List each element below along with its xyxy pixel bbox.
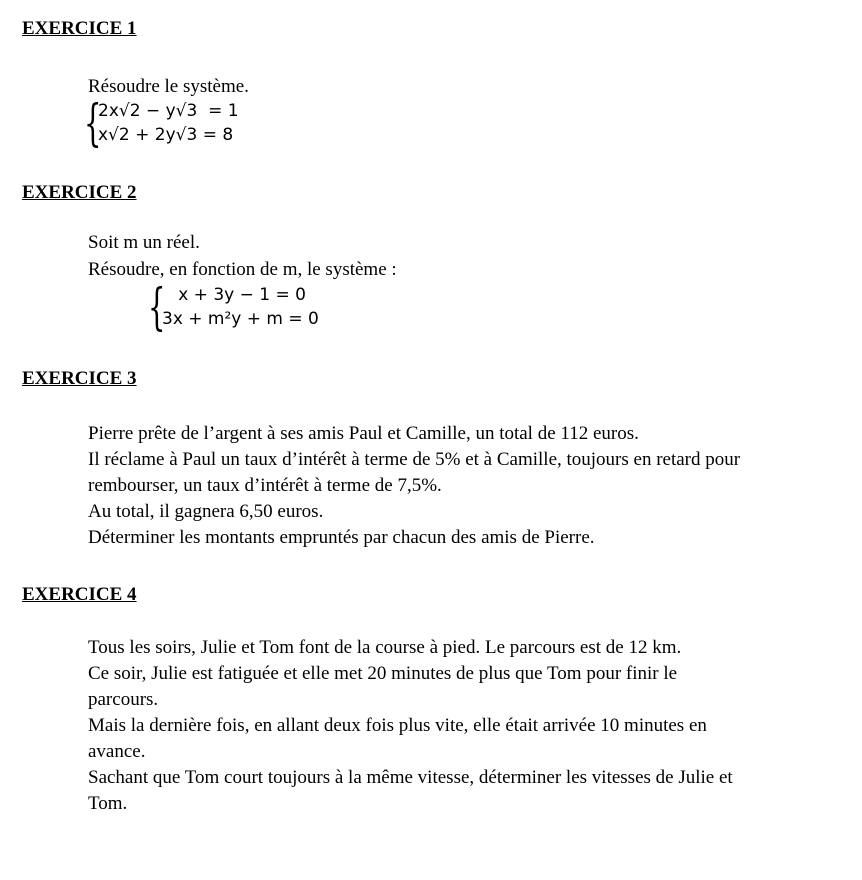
- system-brace-icon: {: [148, 278, 166, 336]
- exercice-2-line-1: Soit m un réel.: [88, 232, 200, 253]
- exercice-4-body: [88, 635, 733, 817]
- exercice-2-line-2: Résoudre, en fonction de m, le système :: [88, 259, 397, 280]
- exercice-4-line: parcours.: [88, 689, 159, 710]
- exercice-4-line: Mais la dernière fois, en allant deux fois plus vite, elle était arrivée 10 minutes en: [88, 715, 707, 736]
- exercice-1-intro: Résoudre le système.: [88, 76, 249, 97]
- exercice-4-line: avance.: [88, 741, 146, 762]
- exercice-3-line: Pierre prête de l’argent à ses amis Paul et Camille, un total de 112 euros.: [88, 423, 639, 444]
- exercice-3-line: Déterminer les montants empruntés par chacun des amis de Pierre.: [88, 527, 595, 548]
- system-brace-icon: {: [84, 94, 102, 152]
- exercice-1-equation-1: 2x√2 − y√3 = 1: [98, 101, 239, 121]
- exercice-1-system: [84, 94, 239, 152]
- exercice-3-line: Il réclame à Paul un taux d’intérêt à terme de 5% et à Camille, toujours en retard pour: [88, 449, 741, 470]
- exercice-4-heading: EXERCICE 4: [22, 584, 137, 605]
- exercice-2-system: [148, 278, 319, 336]
- exercice-4-line: Tous les soirs, Julie et Tom font de la course à pied. Le parcours est de 12 km.: [88, 637, 682, 658]
- exercice-2-heading: EXERCICE 2: [22, 182, 137, 203]
- exercice-4-line: Ce soir, Julie est fatiguée et elle met 20 minutes de plus que Tom pour finir le: [88, 663, 678, 684]
- exercice-3-heading: EXERCICE 3: [22, 368, 137, 389]
- exercice-3-line: rembourser, un taux d’intérêt à terme de 7,5%.: [88, 475, 442, 496]
- exercice-1-heading: EXERCICE 1: [22, 18, 137, 39]
- exercice-4-line: Sachant que Tom court toujours à la même vitesse, déterminer les vitesses de Julie et: [88, 767, 733, 788]
- exercice-1-equation-2: x√2 + 2y√3 = 8: [98, 125, 234, 145]
- exercice-2-equation-2: 3x + m²y + m = 0: [162, 309, 319, 329]
- exercice-3-line: Au total, il gagnera 6,50 euros.: [88, 501, 324, 522]
- exercice-4-line: Tom.: [88, 793, 128, 814]
- exercice-2-equation-1: x + 3y − 1 = 0: [162, 285, 306, 305]
- exercice-3-body: [88, 421, 740, 551]
